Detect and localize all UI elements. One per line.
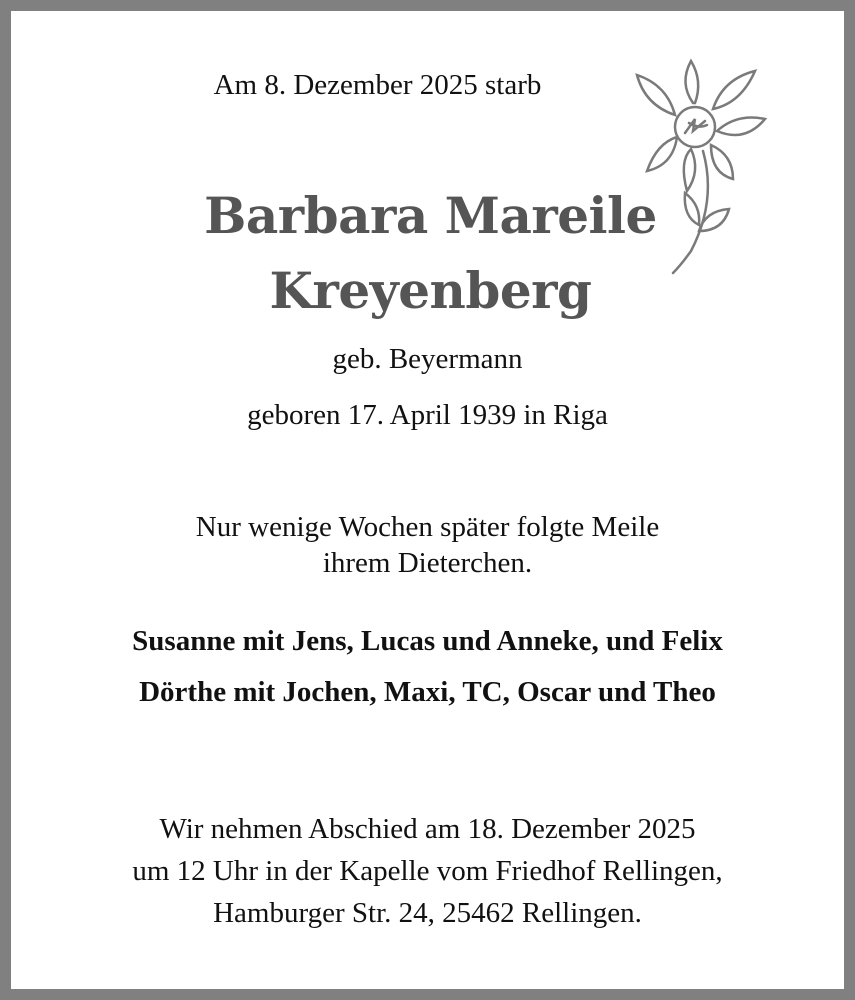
death-line: Am 8. Dezember 2025 starb bbox=[213, 69, 542, 101]
mourners-line: Susanne mit Jens, Lucas und Anneke, und Felix bbox=[132, 625, 723, 657]
maiden-name: geb. Beyermann bbox=[332, 343, 523, 375]
mourners-line: Dörthe mit Jochen, Maxi, TC, Oscar und Theo bbox=[139, 676, 716, 708]
birth-line: geboren 17. April 1939 in Riga bbox=[247, 399, 608, 431]
farewell-line: Wir nehmen Abschied am 18. Dezember 2025 bbox=[159, 813, 696, 845]
farewell-line: Hamburger Str. 24, 25462 Rellingen. bbox=[213, 897, 642, 929]
first-names: Barbara Mareile bbox=[204, 186, 657, 245]
message-line: ihrem Dieterchen. bbox=[322, 547, 533, 579]
farewell-line: um 12 Uhr in der Kapelle vom Friedhof Rellingen, bbox=[132, 855, 723, 887]
message-line: Nur wenige Wochen später folgte Meile bbox=[195, 511, 660, 543]
flower-icon bbox=[615, 45, 785, 275]
surname: Kreyenberg bbox=[269, 261, 592, 320]
